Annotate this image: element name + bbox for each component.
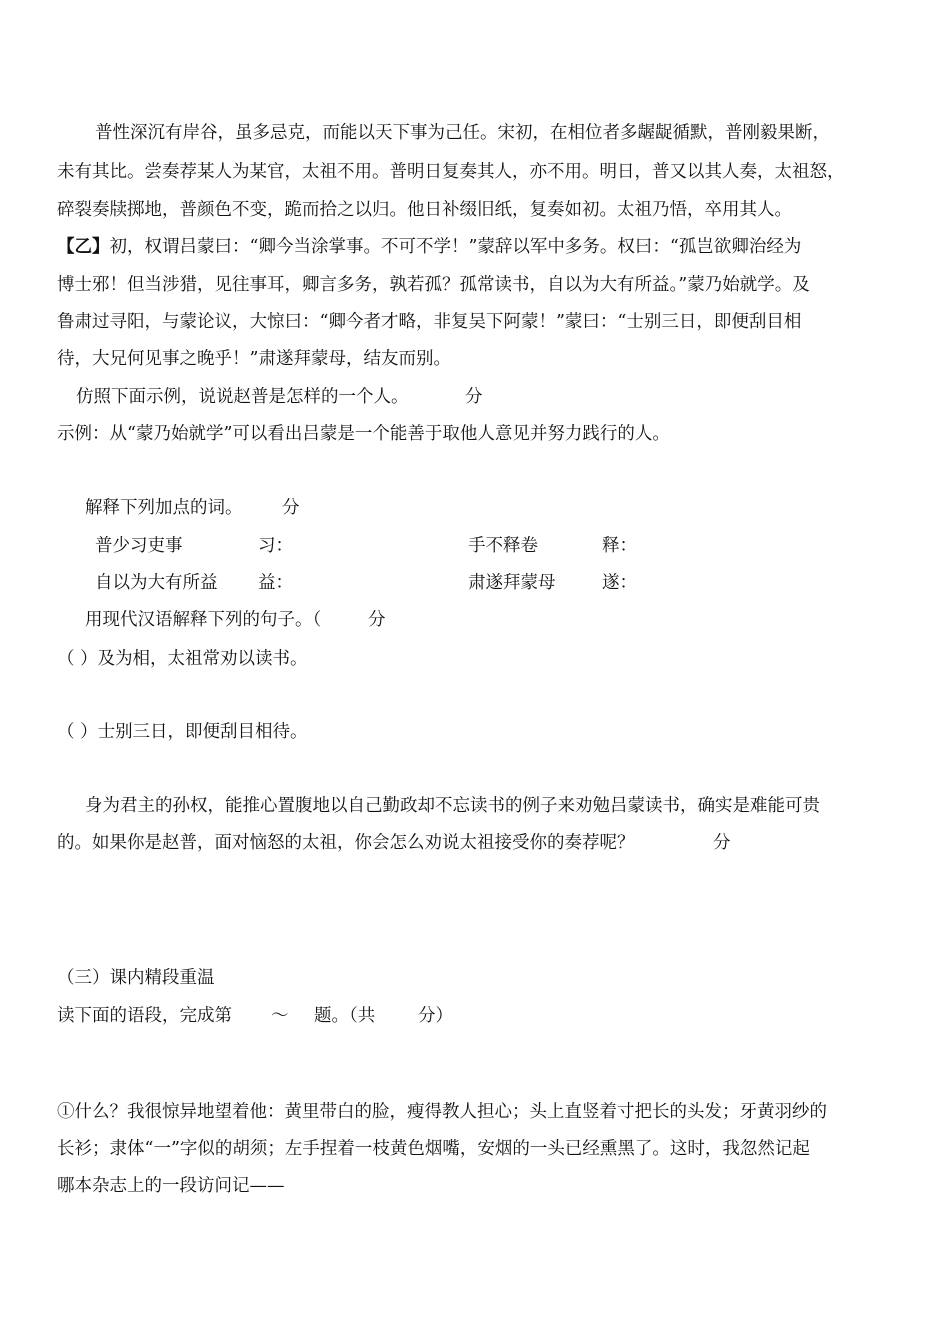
section3-instruction-c: 分） [418,1006,453,1026]
q-persuade-score: 分 [713,833,731,853]
q-sentence-2: （ ）士别三日，即便刮目相待。 [57,722,308,742]
q-sentences-score: 分 [368,610,386,630]
passage-yi-text-1: 初，权谓吕蒙曰：“卿今当涂掌事。不可不学！”蒙辞以军中多务。权曰：“孤岂欲卿治经为 [109,237,802,257]
passage-jia-line-3: 碎裂奏牍掷地，普颜色不变，跪而拾之以归。他日补缀旧纸，复奏如初。太祖乃悟，卒用其人。 [57,200,792,220]
word-item-char-2: 释： [602,536,637,556]
q-words-prompt: 解释下列加点的词。 [85,498,243,518]
section3-instruction-b: 题。（共 [314,1006,376,1026]
paragraph1-line-2: 长衫；隶体“一”字似的胡须；左手捏着一枝黄色烟嘴，安烟的一头已经熏黑了。这时，我忽然记起 [57,1139,810,1159]
passage-yi-line-3: 鲁肃过寻阳，与蒙论议，大惊曰：“卿今者才略，非复吴下阿蒙！”蒙曰：“士别三日，即便刮目相 [57,312,802,332]
word-item-char-1: 习： [258,536,293,556]
paragraph1-line-3: 哪本杂志上的一段访问记—— [57,1176,285,1196]
q-persuade-line-2: 的。如果你是赵普，面对恼怒的太祖，你会怎么劝说太祖接受你的奏荐呢？ [57,833,635,853]
passage-yi-line-2: 博士邪！但当涉猎，见往事耳，卿言多务，孰若孤？孤常读书，自以为大有所益。”蒙乃始就学。及 [57,275,810,295]
q-words-score: 分 [282,498,300,518]
q-persuade-line-1: 身为君主的孙权，能推心置腹地以自己勤政却不忘读书的例子来劝勉吕蒙读书，确实是难能可贵 [85,796,820,816]
passage-yi-label: 【乙】 [57,237,110,257]
paragraph1-line-1: ①什么？我很惊异地望着他：黄里带白的脸，瘦得教人担心；头上直竖着寸把长的头发；牙黄羽纱的 [57,1102,827,1122]
section3-instruction-a: 读下面的语段，完成第 [57,1006,232,1026]
word-item-phrase-2: 手不释卷 [468,536,538,556]
word-item-phrase-1: 普少习吏事 [95,536,183,556]
section3-instruction-tilde: ～ [271,1006,289,1026]
passage-jia-line-2: 未有其比。尝奏荐某人为某官，太祖不用。普明日复奏其人，亦不用。明日，普又以其人奏，太祖怒， [57,162,845,182]
q-character-score: 分 [465,387,483,407]
q-character-prompt: 仿照下面示例，说说赵普是怎样的一个人。 [76,387,409,407]
word-item-phrase-3: 自以为大有所益 [95,573,218,593]
q-character-example: 示例：从“蒙乃始就学”可以看出吕蒙是一个能善于取他人意见并努力践行的人。 [57,424,670,444]
passage-yi-line-4: 待，大兄何见事之晚乎！”肃遂拜蒙母，结友而别。 [57,349,451,369]
section3-title: （三）课内精段重温 [57,968,215,988]
word-item-char-4: 遂： [602,573,637,593]
q-sentence-1: （ ）及为相，太祖常劝以读书。 [57,649,308,669]
passage-jia-line-1: 普性深沉有岸谷，虽多忌克，而能以天下事为己任。宋初，在相位者多龌龊循默，普刚毅果断， [95,123,830,143]
word-item-char-3: 益： [258,573,293,593]
word-item-phrase-4: 肃遂拜蒙母 [468,573,556,593]
passage-yi-line-1 [57,236,801,258]
q-sentences-prompt: 用现代汉语解释下列的句子。（ [85,610,322,630]
